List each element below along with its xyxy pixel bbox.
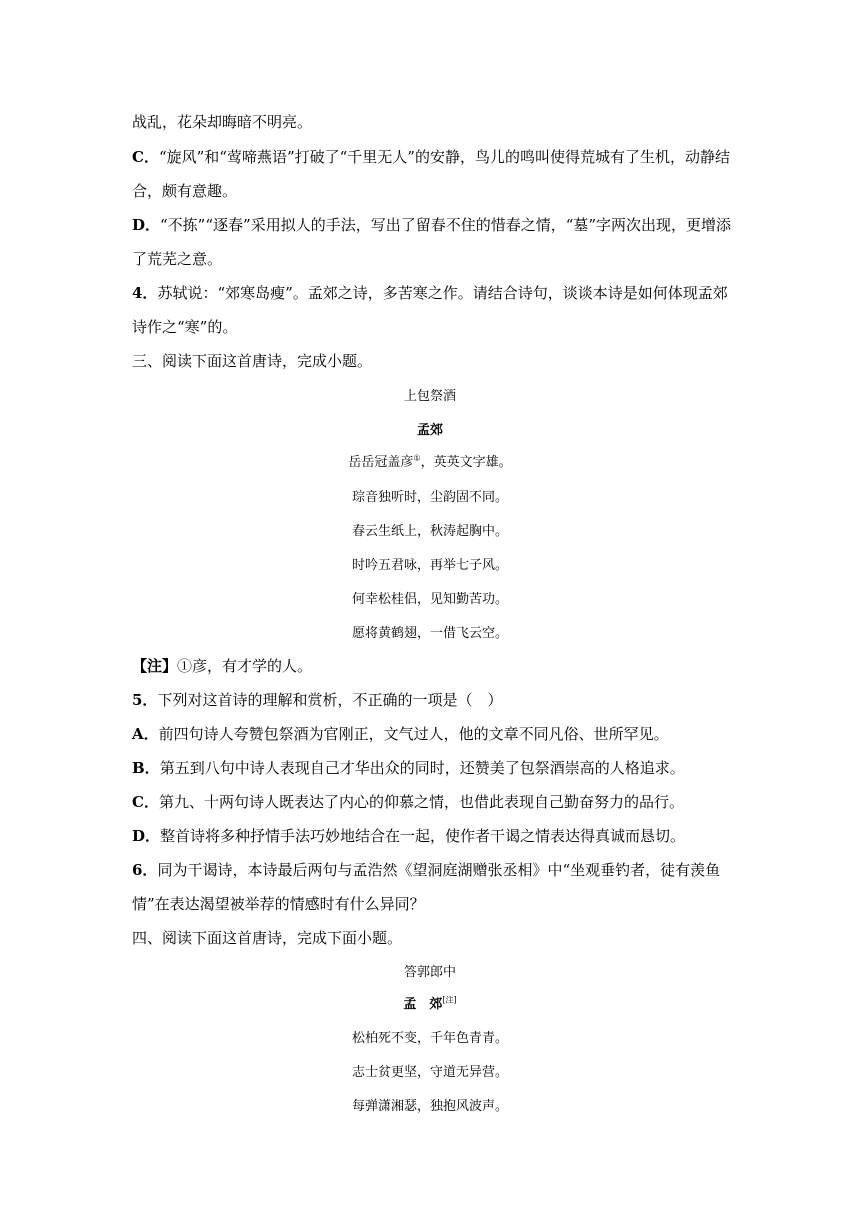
poem-author: 孟郊 [416, 423, 443, 438]
poem-line [0, 451, 860, 470]
poem-text: 岳岳冠盖彦 [348, 455, 414, 470]
poem-title: 答郭郎中 [403, 965, 456, 980]
poem-line: 每弹潇湘瑟，独抱风波声。 [351, 1099, 508, 1114]
poem-title: 上包祭酒 [403, 389, 456, 404]
footnote-marker: [注] [442, 995, 457, 1005]
option-a-line [132, 723, 669, 744]
question-4-line [132, 282, 728, 303]
option-label: A． [132, 725, 159, 743]
note-text: ①彦，有才学的人。 [177, 657, 313, 675]
option-label: D． [132, 827, 161, 845]
poem-line: 志士贫更坚，守道无异营。 [351, 1065, 508, 1080]
question-text: 下列对这首诗的理解和赏析，不正确的一项是（ ） [157, 691, 503, 709]
text-line: 诗作之“寒”的。 [132, 318, 238, 336]
option-d-line [132, 214, 731, 235]
option-text: 第五到八句中诗人表现自己才华出众的同时，还赞美了包祭酒崇高的人格追求。 [159, 759, 685, 777]
question-text: 苏轼说：“郊寒岛瘦”。孟郊之诗，多苦寒之作。请结合诗句，谈谈本诗是如何体现孟郊 [157, 284, 728, 302]
option-label: C． [132, 148, 159, 166]
poem-author [0, 993, 860, 1012]
question-number: 5． [132, 691, 158, 709]
option-c-line [132, 146, 730, 167]
poem-line: 松柏死不变，千年色青青。 [351, 1031, 508, 1046]
text-line: 战乱，花朵却晦暗不明亮。 [132, 113, 313, 131]
option-c-line [132, 791, 684, 812]
option-text: 第九、十两句诗人既表达了内心的仰慕之情，也借此表现自己勤奋努力的品行。 [158, 793, 684, 811]
note-label: 【注】 [132, 657, 178, 675]
question-number: 4． [132, 284, 158, 302]
option-label: D． [132, 216, 161, 234]
text-line: 了荒芜之意。 [132, 250, 223, 268]
option-label: B． [132, 759, 160, 777]
option-text: 整首诗将多种抒情手法巧妙地结合在一起，使作者干谒之情表达得真诚而恳切。 [160, 827, 686, 845]
question-6-line [132, 859, 720, 880]
poem-line: 时吟五君咏，再举七子风。 [351, 558, 508, 573]
section-heading: 四、阅读下面这首唐诗，完成下面小题。 [132, 929, 403, 947]
question-number: 6． [132, 861, 158, 879]
footnote-marker: ① [413, 453, 421, 463]
option-d-line [132, 825, 685, 846]
option-text: “不拣”“逐春”采用拟人的手法，写出了留春不住的惜春之情，“墓”字两次出现，更增添 [160, 216, 732, 234]
section-heading: 三、阅读下面这首唐诗，完成小题。 [132, 352, 373, 370]
note-line [132, 655, 312, 676]
option-text: 前四句诗人夸赞包祭酒为官刚正，文气过人，他的文章不同凡俗、世所罕见。 [158, 725, 669, 743]
poem-line: 愿将黄鹤翅，一借飞云空。 [351, 626, 508, 641]
poem-text: ，英英文字雄。 [420, 455, 512, 470]
option-text: “旋风”和“莺啼燕语”打破了“千里无人”的安静，鸟儿的鸣叫使得荒城有了生机，动静结 [158, 148, 730, 166]
poem-line: 琮音独听时，尘韵固不同。 [351, 490, 508, 505]
poem-line: 春云生纸上，秋涛起胸中。 [351, 524, 508, 539]
question-text: 同为干谒诗，本诗最后两句与孟浩然《望洞庭湖赠张丞相》中“坐观垂钓者，徒有羡鱼 [157, 861, 721, 879]
question-5-line [132, 689, 502, 710]
poem-line: 何幸松桂侣，见知勤苦功。 [351, 592, 508, 607]
text-line: 合，颇有意趣。 [132, 182, 238, 200]
poem-author-name: 孟 郊 [403, 997, 443, 1012]
text-line: 情”在表达渴望被举荐的情感时有什么异同？ [132, 895, 425, 913]
option-b-line [132, 757, 685, 778]
option-label: C． [132, 793, 159, 811]
